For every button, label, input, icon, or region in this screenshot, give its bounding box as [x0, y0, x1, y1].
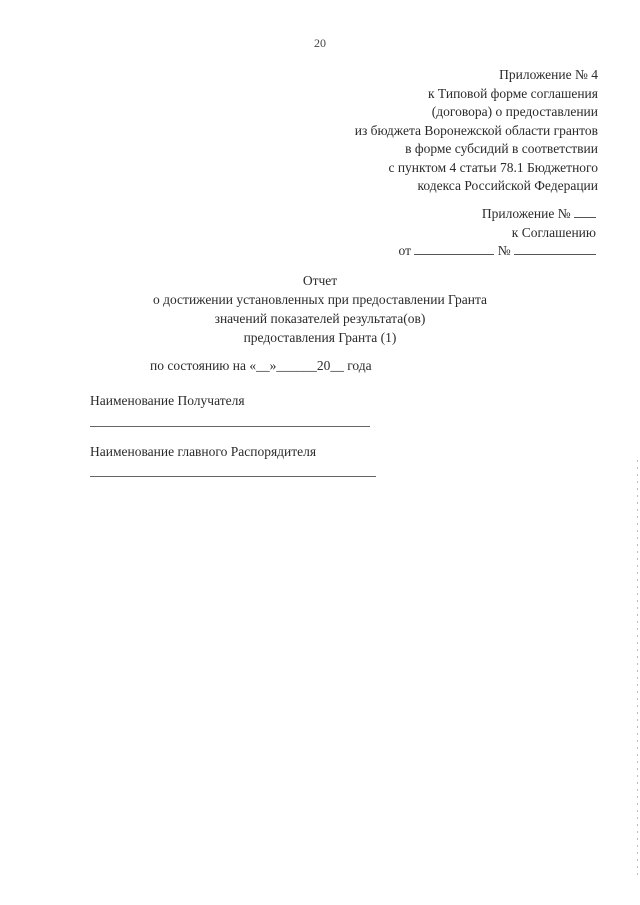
report-date-line: по состоянию на «__»______20__ года	[150, 358, 372, 373]
agreement-appendix-label: Приложение №	[481, 206, 571, 221]
main-manager-name-label: Наименование главного Распорядителя	[90, 444, 317, 459]
main-manager-name-line	[90, 476, 376, 477]
appendix-line: из бюджета Воронежской области грантов	[354, 122, 598, 138]
recipient-name-line	[90, 426, 370, 427]
agreement-date-blank	[414, 242, 494, 255]
report-title-line: о достижении установленных при предоставлении Гранта	[152, 292, 488, 307]
report-title-line: предоставления Гранта (1)	[243, 330, 397, 345]
agreement-from-label: от	[398, 243, 411, 258]
agreement-appendix-line	[276, 205, 596, 224]
appendix-line: Приложение № 4	[499, 67, 598, 82]
agreement-reference	[276, 205, 596, 261]
appendix-number-blank	[574, 205, 596, 218]
recipient-name-label: Наименование Получателя	[90, 393, 245, 408]
appendix-line: (договора) о предоставлении	[431, 104, 598, 119]
agreement-date-number-line	[276, 242, 596, 261]
report-title-line: значений показателей результата(ов)	[214, 311, 426, 326]
agreement-number-blank	[514, 242, 596, 255]
report-title	[0, 271, 640, 347]
appendix-header	[278, 66, 598, 196]
appendix-line: кодекса Российской Федерации	[417, 178, 598, 193]
agreement-to-line: к Соглашению	[511, 224, 596, 240]
agreement-number-sign: №	[497, 243, 511, 258]
page-number: 20	[314, 36, 326, 50]
appendix-line: к Типовой форме соглашения	[428, 85, 598, 101]
appendix-line: в форме субсидий в соответствии	[405, 141, 598, 156]
report-title-line: Отчет	[302, 273, 338, 288]
appendix-line: с пунктом 4 статьи 78.1 Бюджетного	[388, 159, 598, 175]
scan-edge-mark	[637, 460, 638, 880]
